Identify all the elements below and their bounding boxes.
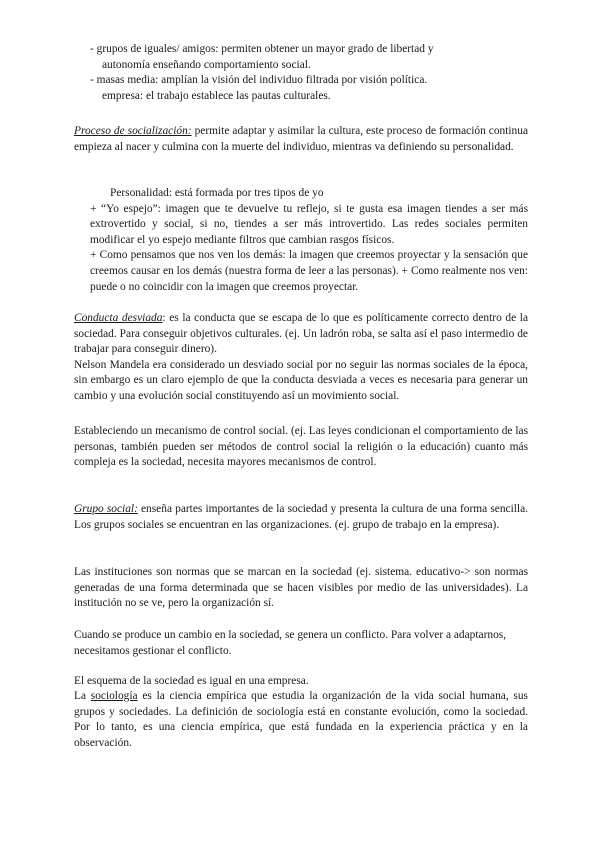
personalidad-item-demas: + Como pensamos que nos ven los demás: la imagen que creemos proyectar y la sensación que creemos causar en los demás (nuestra forma de leer a las personas). + Como realmente nos ven: puede o no coincidir con la imagen que creemos proyectar. (90, 249, 528, 293)
personalidad-item-espejo: + “Yo espejo”: imagen que te devuelve tu reflejo, si te gusta esa imagen tiendes a ser más extrovertido y social, si no, tiendes a ser más introvertido. Las redes sociales permiten modificar el yo espejo mediante filtros que cambian rasgos físicos. (90, 202, 528, 246)
conducta-term: Conducta desviada (74, 312, 163, 324)
esquema-paragraph: El esquema de la sociedad es igual en una empresa. (74, 675, 309, 687)
list-item-grupos: - grupos de iguales/ amigos: permiten obtener un mayor grado de libertad y autonomía enseñando comportamiento social. (90, 43, 434, 71)
grupo-paragraph: Grupo social: enseña partes importantes de la sociedad y presenta la cultura de una forma sencilla. Los grupos sociales se encuentran en las organizaciones. (ej. grupo de trabajo en la empresa). (74, 503, 528, 531)
mandela-paragraph: Nelson Mandela era considerado un desviado social por no seguir las normas sociales de la época, sin embargo es un claro ejemplo de que la conducta desviada a veces es necesaria para generar un cambio y una evolución social constituyendo así un movimiento social. (74, 358, 528, 402)
list-item-masas: - masas media: amplían la visión del individuo filtrada por visión política. empresa: el trabajo establece las pautas culturales. (90, 74, 428, 102)
instituciones-paragraph: Las instituciones son normas que se marcan en la sociedad (ej. sistema. educativo-> son normas generadas de una forma determinada que se hacen visibles por medio de las universidades). La institución no se ve, pero la organización sí. (74, 566, 528, 610)
top-list (74, 42, 528, 104)
sociologia-paragraph: La sociología es la ciencia empírica que estudia la organización de la vida social humana, sus grupos y sociedades. La definición de sociología está en constante evolución, como la sociedad. Por lo tanto, es una ciencia empírica, que está fundada en la experiencia práctica y en la observación. (74, 690, 528, 749)
conducta-paragraph: Conducta desviada: es la conducta que se escapa de lo que es políticamente correcto dentro de la sociedad. Para conseguir objetivos culturales. (ej. Un ladrón roba, se salta así el paso intermedio de trabajar para conseguir dinero). (74, 312, 529, 356)
socializacion-term: Proceso de socialización: (74, 125, 192, 137)
personalidad-section (74, 186, 528, 295)
conflicto-paragraph: Cuando se produce un cambio en la sociedad, se genera un conflicto. Para volver a adaptarnos, necesitamos gestionar el conflicto. (74, 629, 507, 657)
control-paragraph: Estableciendo un mecanismo de control social. (ej. Las leyes condicionan el comportamiento de las personas, también pueden ser métodos de control social la religión o la educación) cuanto más compleja es la sociedad, necesita mayores mecanismos de control. (74, 425, 528, 469)
grupo-term: Grupo social: (74, 503, 138, 515)
conducta-section (74, 311, 528, 405)
personalidad-intro: Personalidad: está formada por tres tipos de yo (110, 187, 324, 199)
socializacion-paragraph: Proceso de socialización: permite adaptar y asimilar la cultura, este proceso de formación continua empieza al nacer y culmina con la muerte del individuo, mientras va definiendo su personalidad. (74, 125, 529, 153)
sociologia-term: sociología (90, 690, 138, 702)
